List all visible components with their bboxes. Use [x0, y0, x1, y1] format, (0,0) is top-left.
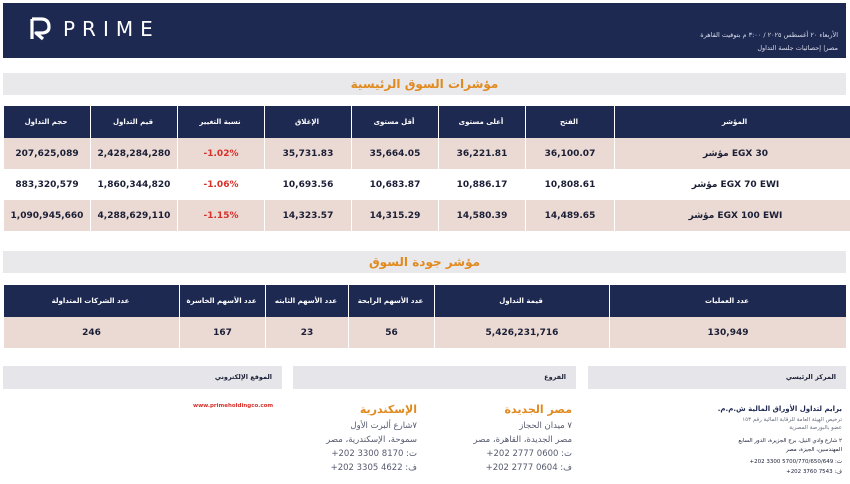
volume-cell: 207,625,089	[3, 138, 90, 169]
branches-label: الفروع	[544, 373, 566, 381]
footer-website-bar	[3, 366, 282, 389]
value-cell: 1,860,344,820	[90, 169, 177, 200]
cairo-address-1: ٧ ميدان الحجاز	[519, 421, 572, 431]
close-cell: 35,731.83	[264, 138, 351, 169]
low-cell: 10,683.87	[351, 169, 438, 200]
col-companies: عدد الشركات المتداولة	[3, 285, 179, 317]
index-name-cell: مؤشر EGX 30	[614, 138, 850, 169]
high-cell: 36,221.81	[438, 138, 525, 169]
volume-cell: 1,090,945,660	[3, 200, 90, 231]
open-cell: 36,100.07	[525, 138, 614, 169]
index-name-cell: مؤشر EGX 100 EWI	[614, 200, 850, 231]
high-cell: 14,580.39	[438, 200, 525, 231]
hq-address-2: المهندسين، الجيزة، مصر	[785, 447, 842, 453]
close-cell: 14,323.57	[264, 200, 351, 231]
alex-address-1: ٧شارع ألبرت الأول	[350, 421, 417, 431]
col-close: الإغلاق	[264, 106, 351, 138]
alex-fax: ف: 4622 3305 202+	[330, 463, 417, 473]
report-subtitle: مصر| إحصائيات جلسة التداول	[757, 44, 838, 52]
change-cell: -1.15%	[177, 200, 264, 231]
cairo-city: مصر الجديدة	[504, 403, 572, 416]
cairo-fax: ف: 0604 2777 202+	[485, 463, 572, 473]
hq-company-name: برايم لتداول الأوراق المالية ش.م.م.	[717, 405, 842, 413]
brand-name: PRIME	[63, 17, 160, 41]
low-cell: 35,664.05	[351, 138, 438, 169]
hq-phone: ت: 5700/770/650/649 3300 202+	[749, 459, 842, 465]
open-cell: 10,808.61	[525, 169, 614, 200]
main-indices-title: مؤشرات السوق الرئيسية	[350, 77, 499, 91]
alex-city: الإسكندرية	[359, 403, 417, 416]
col-open: الفتح	[525, 106, 614, 138]
col-low: أقل مستوى	[351, 106, 438, 138]
hq-license: ترخيص الهيئة العامة للرقابة المالية رقم ١٥٣	[742, 417, 842, 423]
footer-hq-bar	[588, 366, 846, 389]
quality-header-row	[3, 285, 846, 317]
high-cell: 10,886.17	[438, 169, 525, 200]
table-row	[3, 317, 846, 348]
prime-logo-icon	[29, 17, 51, 41]
col-high: أعلى مستوى	[438, 106, 525, 138]
cairo-phone: ت: 0600 2777 202+	[486, 449, 572, 459]
col-change: نسبة التغيير	[177, 106, 264, 138]
value-cell: 4,288,629,110	[90, 200, 177, 231]
website-link[interactable]: www.primeholdingco.com	[193, 403, 274, 409]
page-header	[3, 3, 846, 58]
quality-title: مؤشر جودة السوق	[368, 255, 481, 269]
alex-phone: ت: 8170 3300 202+	[331, 449, 417, 459]
session-date: الأربعاء ٢٠ أغسطس ٢٠٢٥ / ٣:٠٠ م بتوقيت القاهرة	[700, 31, 838, 39]
table-row	[3, 200, 850, 231]
hq-label: المركز الرئيسي	[785, 373, 836, 381]
unchanged-cell: 23	[265, 317, 348, 348]
col-index: المؤشر	[614, 106, 850, 138]
losers-cell: 167	[179, 317, 265, 348]
col-losers: عدد الأسهم الخاسرة	[179, 285, 265, 317]
col-volume: حجم التداول	[3, 106, 90, 138]
value-cell: 2,428,284,280	[90, 138, 177, 169]
cairo-address-2: مصر الجديدة، القاهرة، مصر	[473, 435, 572, 445]
col-unchanged: عدد الأسهم الثابته	[265, 285, 348, 317]
col-gainers: عدد الأسهم الرابحة	[348, 285, 434, 317]
hq-fax: ف: 7543 3760 202+	[786, 469, 842, 475]
col-transactions: عدد العمليات	[609, 285, 846, 317]
companies-cell: 246	[3, 317, 179, 348]
transactions-cell: 130,949	[609, 317, 846, 348]
change-cell: -1.06%	[177, 169, 264, 200]
close-cell: 10,693.56	[264, 169, 351, 200]
quality-table	[3, 285, 846, 348]
trading-value-cell: 5,426,231,716	[434, 317, 609, 348]
index-name-cell: مؤشر EGX 70 EWI	[614, 169, 850, 200]
hq-address-1: ٢ شارع وادي النيل، برج الجزيرة، الدور السابع	[738, 438, 842, 444]
col-value: قيم التداول	[90, 106, 177, 138]
gainers-cell: 56	[348, 317, 434, 348]
main-indices-table	[3, 106, 850, 231]
table-row	[3, 169, 850, 200]
col-trading-value: قيمة التداول	[434, 285, 609, 317]
alex-address-2: سموحة، الإسكندرية، مصر	[326, 435, 417, 445]
low-cell: 14,315.29	[351, 200, 438, 231]
hq-membership: عضو بالبورصة المصرية	[789, 425, 842, 431]
change-cell: -1.02%	[177, 138, 264, 169]
table-row	[3, 138, 850, 169]
open-cell: 14,489.65	[525, 200, 614, 231]
main-indices-header-row	[3, 106, 850, 138]
website-label: الموقع الإلكتروني	[214, 373, 272, 381]
main-indices-title-bar	[3, 73, 846, 95]
brand-logo	[29, 17, 160, 41]
footer-branches-bar	[293, 366, 576, 389]
quality-title-bar	[3, 251, 846, 273]
volume-cell: 883,320,579	[3, 169, 90, 200]
